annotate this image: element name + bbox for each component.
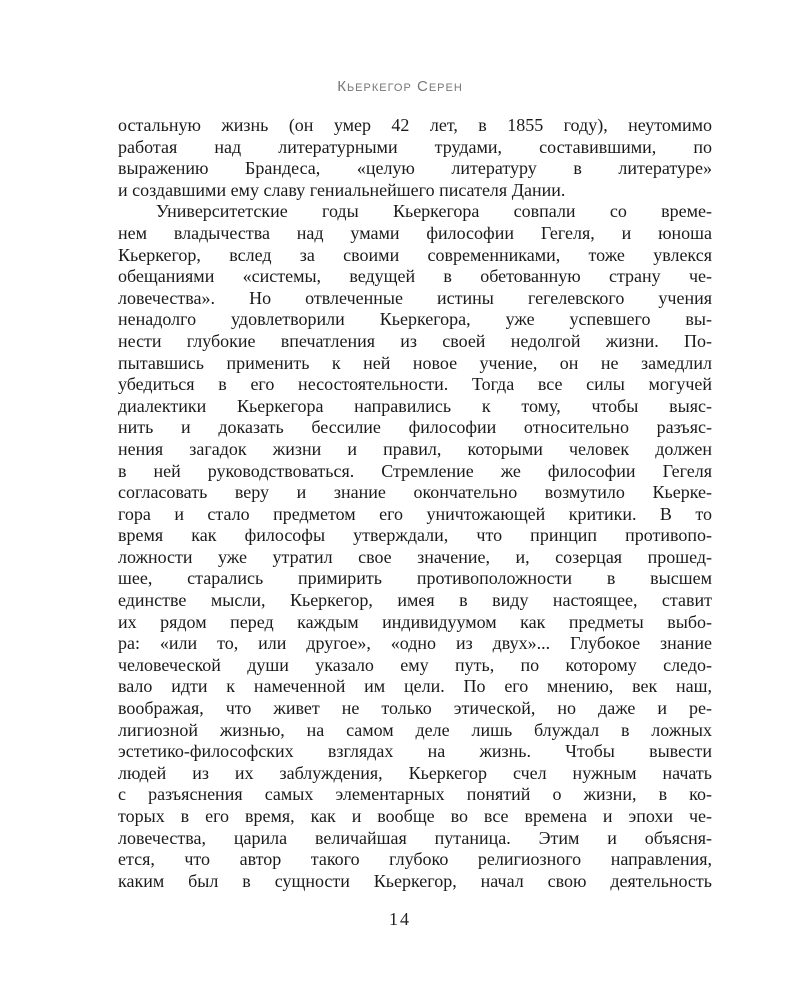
text-line: каким был в сущности Кьеркегор, начал свою деятельность bbox=[118, 870, 712, 891]
text-line: нести глубокие впечатления из своей недолгой жизни. По- bbox=[118, 330, 712, 351]
page-body-text bbox=[118, 115, 712, 892]
text-line: с разъяснения самых элементарных понятий о жизни, в ко- bbox=[118, 784, 712, 805]
text-line: воображая, что живет не только этической, но даже и ре- bbox=[118, 698, 712, 719]
text-line: торых в его время, как и вообще во все времена и эпохи че- bbox=[118, 806, 712, 826]
text-line: ра: «или то, или другое», «одно из двух»... Глубокое знание bbox=[118, 633, 712, 654]
text-line: нем владычества над умами философии Гегеля, и юноша bbox=[118, 222, 712, 243]
text-line: выражению Брандеса, «целую литературу в литературе» bbox=[118, 158, 712, 179]
text-line: гора и стало предметом его уничтожающей критики. В то bbox=[118, 503, 712, 524]
text-line: Кьеркегор, вслед за своими современниками, тоже увлекся bbox=[118, 244, 712, 265]
text-line: обещаниями «системы, ведущей в обетованную страну че- bbox=[118, 266, 712, 287]
text-line: эстетико-философских взглядах на жизнь. Чтобы вывести bbox=[118, 741, 712, 762]
page-number: 14 bbox=[389, 909, 411, 929]
text-line: Университетские годы Кьеркегора совпали со време- bbox=[156, 201, 712, 222]
text-line: вало идти к намеченной им цели. По его мнению, век наш, bbox=[118, 676, 712, 697]
text-line: остальную жизнь (он умер 42 лет, в 1855 году), неутомимо bbox=[118, 115, 712, 135]
text-line: ненадолго удовлетворили Кьеркегора, уже успевшего вы- bbox=[118, 309, 712, 330]
text-line: ется, что автор такого глубоко религиозного направления, bbox=[118, 849, 712, 870]
text-line: и создавшими ему славу гениальнейшего писателя Дании. bbox=[118, 179, 566, 200]
text-line: нения загадок жизни и правил, которыми человек должен bbox=[118, 438, 712, 459]
text-line: единстве мысли, Кьеркегор, имея в виду настоящее, ставит bbox=[118, 590, 712, 611]
text-line: пытавшись применить к ней новое учение, он не замедлил bbox=[118, 352, 712, 373]
text-line: время как философы утверждали, что принцип противопо- bbox=[118, 525, 712, 546]
text-line: диалектики Кьеркегора направились к тому, чтобы выяс- bbox=[118, 395, 712, 416]
text-line: лигиозной жизнью, на самом деле лишь блуждал в ложных bbox=[118, 719, 712, 740]
text-line: убедиться в его несостоятельности. Тогда все силы могучей bbox=[118, 374, 712, 395]
text-line: ложности уже утратил свое значение, и, созерцая прошед- bbox=[118, 546, 712, 567]
text-line: нить и доказать бессилие философии относительно разъяс- bbox=[118, 417, 712, 438]
text-line: шее, старались примирить противоположности в высшем bbox=[118, 568, 712, 589]
text-line: людей из их заблуждения, Кьеркегор счел нужным начать bbox=[118, 762, 712, 783]
text-line: согласовать веру и знание окончательно возмутило Кьерке- bbox=[118, 482, 712, 503]
text-line: ловечества». Но отвлеченные истины гегелевского учения bbox=[118, 287, 712, 308]
running-header: Кьеркегор Серен bbox=[337, 78, 463, 95]
text-line: ловечества, царила величайшая путаница. Этим и объясня- bbox=[118, 827, 712, 848]
text-line: в ней руководствоваться. Стремление же философии Гегеля bbox=[118, 460, 712, 481]
text-line: их рядом перед каждым индивидуумом как предметы выбо- bbox=[118, 611, 712, 632]
text-line: человеческой души указало ему путь, по которому следо- bbox=[118, 654, 712, 675]
text-line: работая над литературными трудами, составившими, по bbox=[118, 136, 712, 157]
